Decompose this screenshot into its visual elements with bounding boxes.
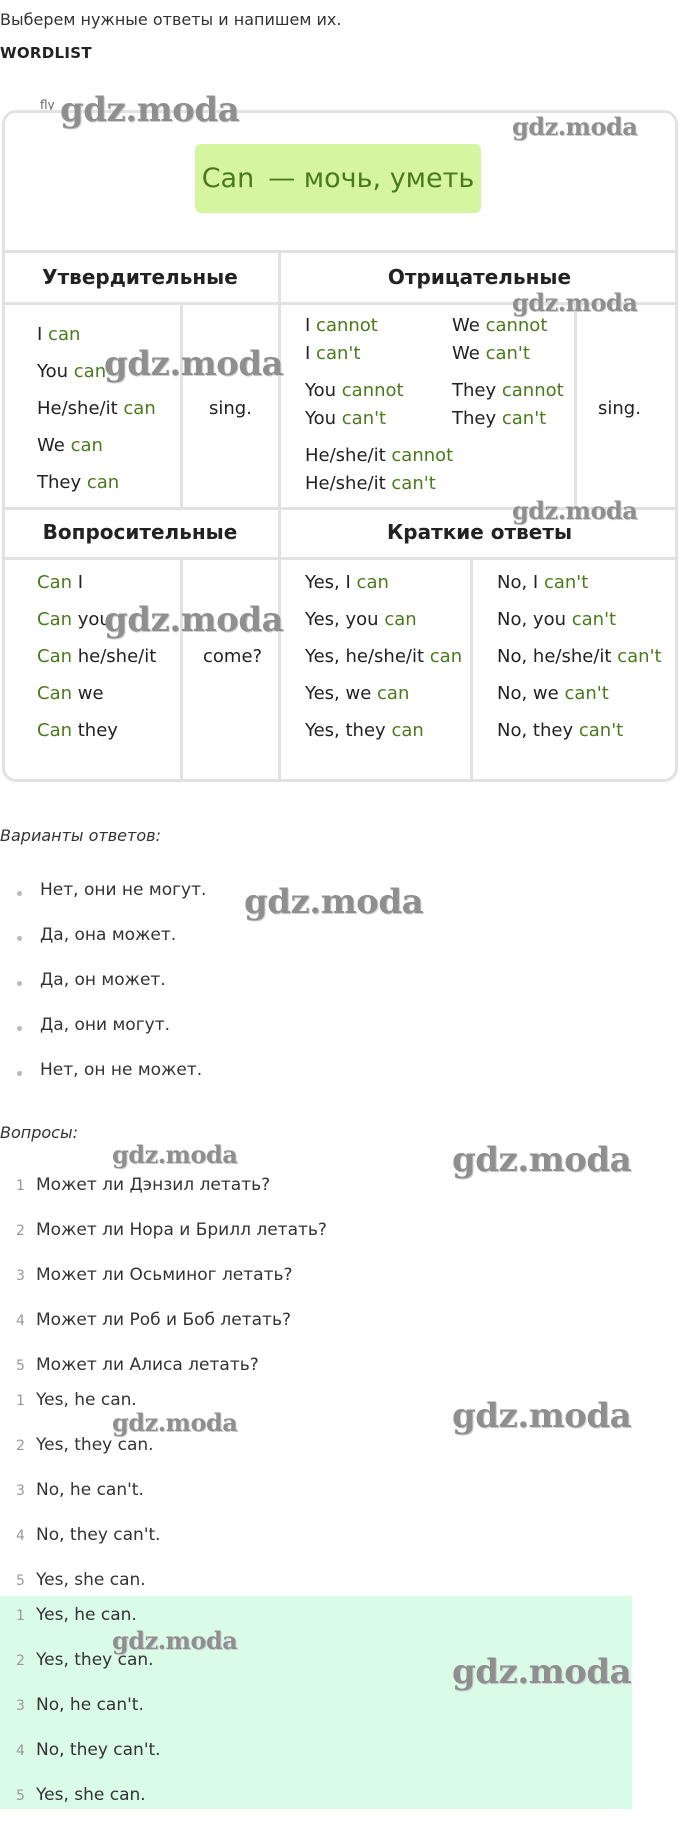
watermark: gdz.moda bbox=[104, 344, 284, 384]
watermark: gdz.moda bbox=[112, 1626, 238, 1655]
interrogative-row: Can they bbox=[37, 720, 118, 741]
options-label: Варианты ответов: bbox=[0, 826, 161, 845]
sing-label: sing. bbox=[209, 398, 252, 419]
option-item: Да, он может. bbox=[40, 970, 166, 990]
watermark: gdz.moda bbox=[512, 496, 638, 525]
list-number: 4 bbox=[16, 1313, 25, 1329]
header-interrogative: Вопросительные bbox=[42, 520, 238, 544]
bullet-dot-icon bbox=[17, 981, 22, 986]
watermark: gdz.moda bbox=[112, 1408, 238, 1437]
affirmative-row: I can bbox=[37, 324, 81, 345]
negative-row: I can't bbox=[305, 343, 361, 364]
final-answer-item: No, they can't. bbox=[36, 1740, 161, 1760]
watermark: gdz.moda bbox=[512, 112, 638, 141]
short-yes-row: Yes, we can bbox=[305, 683, 410, 704]
list-number: 5 bbox=[16, 1358, 25, 1374]
fly-hint: fly bbox=[40, 98, 55, 112]
watermark: gdz.moda bbox=[452, 1652, 632, 1692]
answer-item: Yes, they can. bbox=[36, 1435, 154, 1455]
list-number: 1 bbox=[16, 1393, 25, 1409]
question-item: Может ли Роб и Боб летать? bbox=[36, 1310, 291, 1330]
question-item: Может ли Алиса летать? bbox=[36, 1355, 259, 1375]
question-item: Может ли Дэнзил летать? bbox=[36, 1175, 271, 1195]
table-divider bbox=[180, 557, 183, 780]
bullet-dot-icon bbox=[17, 891, 22, 896]
watermark: gdz.moda bbox=[452, 1396, 632, 1436]
final-answer-item: Yes, they can. bbox=[36, 1650, 154, 1670]
negative-row: They can't bbox=[452, 408, 547, 429]
interrogative-row: Can he/she/it bbox=[37, 646, 157, 667]
affirmative-row: We can bbox=[37, 435, 103, 456]
question-item: Может ли Нора и Брилл летать? bbox=[36, 1220, 327, 1240]
header-affirmative: Утвердительные bbox=[42, 265, 238, 289]
interrogative-row: Can I bbox=[37, 572, 84, 593]
short-yes-row: Yes, I can bbox=[305, 572, 389, 593]
option-item: Нет, он не может. bbox=[40, 1060, 203, 1080]
watermark: gdz.moda bbox=[452, 1140, 632, 1180]
interrogative-row: Can we bbox=[37, 683, 104, 704]
affirmative-row: You can bbox=[37, 361, 107, 382]
list-number: 4 bbox=[16, 1528, 25, 1544]
list-number: 3 bbox=[16, 1698, 25, 1714]
short-no-row: No, we can't bbox=[497, 683, 609, 704]
table-divider bbox=[574, 302, 577, 507]
answer-item: Yes, she can. bbox=[36, 1570, 146, 1590]
list-number: 2 bbox=[16, 1438, 25, 1454]
watermark: gdz.moda bbox=[60, 90, 240, 130]
table-divider bbox=[470, 557, 473, 780]
final-answer-item: Yes, she can. bbox=[36, 1785, 146, 1805]
table-divider bbox=[2, 507, 678, 510]
table-divider bbox=[180, 302, 183, 507]
title-meaning: — мочь, уметь bbox=[268, 163, 475, 194]
watermark: gdz.moda bbox=[104, 600, 284, 640]
table-title bbox=[195, 144, 481, 213]
watermark: gdz.moda bbox=[244, 882, 424, 922]
table-divider bbox=[278, 250, 281, 780]
interrogative-row: Can you bbox=[37, 609, 111, 630]
watermark: gdz.moda bbox=[112, 1140, 238, 1169]
list-number: 1 bbox=[16, 1178, 25, 1194]
list-number: 2 bbox=[16, 1653, 25, 1669]
negative-row: We can't bbox=[452, 343, 530, 364]
short-yes-row: Yes, you can bbox=[305, 609, 417, 630]
negative-row: We cannot bbox=[452, 315, 548, 336]
option-item: Да, они могут. bbox=[40, 1015, 170, 1035]
negative-row: They cannot bbox=[452, 380, 564, 401]
short-no-row: No, they can't bbox=[497, 720, 624, 741]
questions-label: Вопросы: bbox=[0, 1123, 78, 1142]
come-label: come? bbox=[203, 646, 263, 667]
bullet-dot-icon bbox=[17, 1026, 22, 1031]
list-number: 5 bbox=[16, 1573, 25, 1589]
negative-row: You cannot bbox=[305, 380, 404, 401]
answer-item: Yes, he can. bbox=[36, 1390, 137, 1410]
title-word: Can bbox=[201, 163, 255, 194]
short-yes-row: Yes, he/she/it can bbox=[305, 646, 463, 667]
option-item: Нет, они не могут. bbox=[40, 880, 207, 900]
bullet-dot-icon bbox=[17, 936, 22, 941]
list-number: 3 bbox=[16, 1268, 25, 1284]
header-negative: Отрицательные bbox=[387, 265, 572, 289]
affirmative-row: They can bbox=[37, 472, 120, 493]
short-yes-row: Yes, they can bbox=[305, 720, 424, 741]
list-number: 4 bbox=[16, 1743, 25, 1759]
watermark: gdz.moda bbox=[512, 288, 638, 317]
bullet-dot-icon bbox=[17, 1071, 22, 1076]
intro-text: Выберем нужные ответы и напишем их. bbox=[0, 10, 342, 29]
question-item: Может ли Осьминог летать? bbox=[36, 1265, 293, 1285]
negative-row: I cannot bbox=[305, 315, 378, 336]
answer-item: No, they can't. bbox=[36, 1525, 161, 1545]
final-answer-item: Yes, he can. bbox=[36, 1605, 137, 1625]
list-number: 1 bbox=[16, 1608, 25, 1624]
short-no-row: No, I can't bbox=[497, 572, 589, 593]
list-number: 2 bbox=[16, 1223, 25, 1239]
sing-label: sing. bbox=[598, 398, 641, 419]
option-item: Да, она может. bbox=[40, 925, 177, 945]
final-answer-item: No, he can't. bbox=[36, 1695, 144, 1715]
answer-item: No, he can't. bbox=[36, 1480, 144, 1500]
negative-row: He/she/it can't bbox=[305, 473, 436, 494]
wordlist-label: WORDLIST bbox=[0, 44, 92, 62]
affirmative-row: He/she/it can bbox=[37, 398, 156, 419]
short-no-row: No, you can't bbox=[497, 609, 617, 630]
table-divider bbox=[2, 250, 678, 253]
table-divider bbox=[2, 557, 678, 560]
list-number: 3 bbox=[16, 1483, 25, 1499]
short-no-row: No, he/she/it can't bbox=[497, 646, 662, 667]
negative-row: You can't bbox=[305, 408, 387, 429]
header-short-answers: Краткие ответы bbox=[386, 520, 573, 544]
list-number: 5 bbox=[16, 1788, 25, 1804]
negative-row: He/she/it cannot bbox=[305, 445, 454, 466]
